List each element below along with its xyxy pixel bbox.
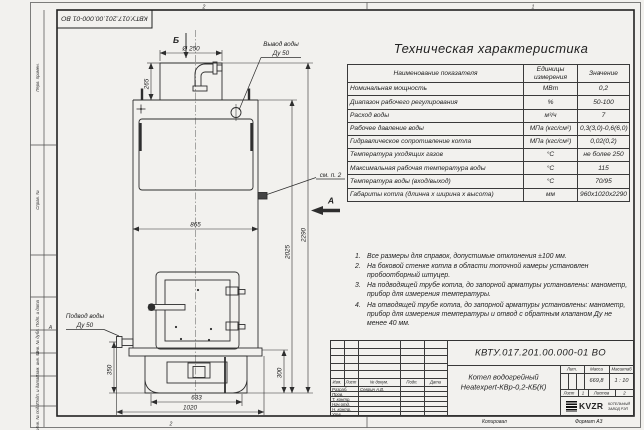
margin-label: Инв. № дубл. [35, 328, 40, 355]
spec-name: Рабочее давление воды [348, 122, 524, 135]
spec-name: Температура воды (вход/выход) [348, 175, 524, 188]
spec-unit: мм [524, 188, 578, 201]
doc-number: КВТУ.017.201.00.000-01 ВО [475, 347, 606, 359]
filing-stamp-number: КВТУ.017.201.00.000-01 ВО [61, 14, 148, 22]
note-text: Все размеры для справок, допустимые отклонения ±100 мм. [367, 253, 567, 260]
see-note-label: см. п. 2 [319, 172, 342, 179]
spec-value: 7 [578, 109, 630, 122]
title-block-divider [447, 340, 448, 416]
dim-2025: 2025 [284, 244, 292, 260]
note-number: 3. [355, 282, 361, 290]
role-label: Н. контр. [332, 406, 352, 412]
inlet-label: Подвод воды [65, 313, 105, 320]
spec-name: Габариты котла (длинна х ширина х высота) [348, 188, 524, 201]
scale-label: Масштаб [611, 366, 632, 372]
spec-name: Гидравлическое сопротивление котла [348, 135, 524, 148]
dimension-lines [109, 50, 313, 415]
base-pedestal [145, 356, 247, 393]
spec-unit: °С [524, 162, 578, 175]
note-text: На боковой стенке котла в области топочной камеры установлен пробоотборный штуцер. [367, 263, 589, 280]
view-a-arrow [311, 206, 340, 215]
note-number: 1. [355, 253, 361, 260]
margin-label: Подп. и дата [35, 300, 40, 327]
scale-value: 1 : 10 [614, 378, 629, 384]
fire-door [148, 272, 245, 349]
spec-name: Температура уходящих газов [348, 149, 524, 162]
spec-name: Максимальная рабочая температура воды [348, 162, 524, 175]
water-inlet-stub [117, 337, 134, 348]
ash-box [188, 363, 210, 378]
inlet-size-label: Ду 50 [76, 322, 94, 329]
table-row [348, 122, 630, 135]
boiler-drawing [66, 30, 345, 415]
spec-table-title: Техническая характеристика [393, 41, 589, 56]
view-b-label: Б [172, 35, 180, 45]
mass-label: Масса [590, 366, 603, 372]
inlet-leader [104, 330, 119, 337]
copied-label: Копировал [482, 418, 507, 425]
spec-value: 960х1020х2290 [578, 188, 630, 201]
spec-value: 115 [578, 162, 630, 175]
col-list: Лист [345, 379, 357, 385]
format-label: Формат А3 [575, 418, 603, 425]
role-label: Нач.отд. [332, 401, 351, 407]
margin-labels [35, 63, 40, 430]
spec-header-unit: Единицы измерения [524, 65, 578, 83]
see-note-leader [267, 178, 316, 195]
note-text: На отводящей трубе котла, до запорной арматуры установлены: манометр, прибор для измерения температуры и отвод с обратным клапаном Ду не менее 40 мм. [367, 301, 626, 327]
sheet-value: 1 [581, 390, 585, 396]
margin-label: Перв. примен. [35, 63, 40, 92]
col-data: Дата [429, 379, 442, 385]
base-foot [145, 380, 159, 393]
dim-265: 265 [143, 78, 151, 90]
spec-unit: °С [524, 149, 578, 162]
door-hinge [226, 322, 238, 330]
table-row [348, 149, 630, 162]
zone-number: 1 [531, 4, 535, 11]
table-row [348, 188, 630, 201]
table-row [348, 83, 630, 96]
company-line2: ЗАВОД РЭП [608, 407, 629, 411]
list-item [352, 252, 630, 261]
door-hinge [226, 287, 238, 295]
sheet-label: Лист [563, 390, 575, 396]
list-item [352, 281, 630, 299]
spec-name: Расход воды [348, 109, 524, 122]
table-row [348, 135, 630, 148]
spec-header-row [348, 65, 630, 83]
water-outlet-port [231, 104, 241, 121]
base-foot [233, 380, 247, 393]
company-logo-icon [566, 401, 577, 412]
company-name: KVZR [579, 401, 604, 411]
dim-865: 865 [190, 221, 201, 229]
role-name: Севрин А.В. [360, 386, 385, 392]
spec-value: 0,02(0,2) [578, 135, 630, 148]
margin-label: Взам. инв. № [35, 351, 40, 378]
drawing-texts [66, 35, 342, 412]
mass-value: 669,8 [589, 378, 604, 384]
table-row [348, 175, 630, 188]
outlet-label: Вывод воды [263, 41, 299, 48]
dim-350: 350 [106, 364, 114, 376]
table-row [348, 96, 630, 109]
lit-label: Лит. [566, 366, 578, 372]
elbow-fitting [193, 62, 222, 91]
role-label: Разраб. [332, 386, 348, 392]
spec-header-value: Значение [578, 65, 630, 83]
product-name-line2: Heatexpert-КВр-0,2-КБ(К) [460, 382, 547, 392]
list-item [352, 301, 630, 328]
margin-label: Инв. № подл. [35, 403, 40, 430]
sampling-stub [258, 193, 267, 200]
notes-list [352, 252, 630, 329]
dim-d250: Ø 250 [182, 45, 200, 53]
dim-300: 300 [276, 367, 284, 379]
spec-unit: МПа (кгс/см²) [524, 122, 578, 135]
spec-value: 70/95 [578, 175, 630, 188]
zone-letter: А [48, 325, 53, 331]
note-number: 2. [355, 263, 361, 271]
col-doc: № докум. [369, 379, 389, 385]
spec-table [347, 64, 630, 202]
sheets-label: Листов [593, 390, 610, 396]
table-row [348, 109, 630, 122]
sheets-value: 2 [623, 390, 626, 396]
door-handle-knob [148, 303, 156, 311]
dim-1020: 1020 [182, 404, 198, 412]
company-line1: КОТЕЛЬНЫЙ [608, 402, 631, 406]
spec-unit: °С [524, 175, 578, 188]
spec-unit: МПа (кгс/см²) [524, 135, 578, 148]
note-text: На подводящей трубе котла, до запорной арматуры установлены: манометр, прибор для измерения температуры. [367, 282, 628, 299]
zone-number: 2 [202, 4, 206, 11]
spec-name: Номинальная мощность [348, 83, 524, 96]
role-label: Пров. [332, 391, 344, 397]
margin-label: Подп. и дата [35, 377, 40, 405]
spec-value: 0,2 [578, 83, 630, 96]
zone-number: 2 [169, 421, 173, 428]
product-name-line1: Котел водогрейный [468, 372, 539, 382]
spec-value: 50-100 [578, 96, 630, 109]
drain-cross [137, 105, 146, 114]
table-row [348, 162, 630, 175]
spec-unit: м³/ч [524, 109, 578, 122]
outlet-size-label: Ду 50 [272, 50, 290, 57]
spec-unit: МВт [524, 83, 578, 96]
view-a-label: А [327, 195, 335, 206]
role-label: Утв. [332, 411, 342, 417]
spec-header-name: Наименование показателя [348, 65, 524, 83]
dim-2290: 2290 [300, 227, 308, 243]
spec-value: не более 250 [578, 149, 630, 162]
upper-panel [139, 119, 253, 190]
spec-unit: % [524, 96, 578, 109]
role-label: Т. контр. [332, 396, 351, 402]
dim-633: 633 [191, 394, 202, 402]
col-izm: Изм. [332, 379, 342, 385]
margin-label: Справ. № [35, 190, 40, 210]
list-item [352, 262, 630, 280]
col-podp: Подп. [406, 379, 418, 385]
filing-stamp [57, 10, 152, 28]
note-number: 4. [355, 301, 361, 309]
spec-value: 0,3(3,0)-0,6(6,0) [578, 122, 630, 135]
spec-name: Диапазон рабочего регулирования [348, 96, 524, 109]
